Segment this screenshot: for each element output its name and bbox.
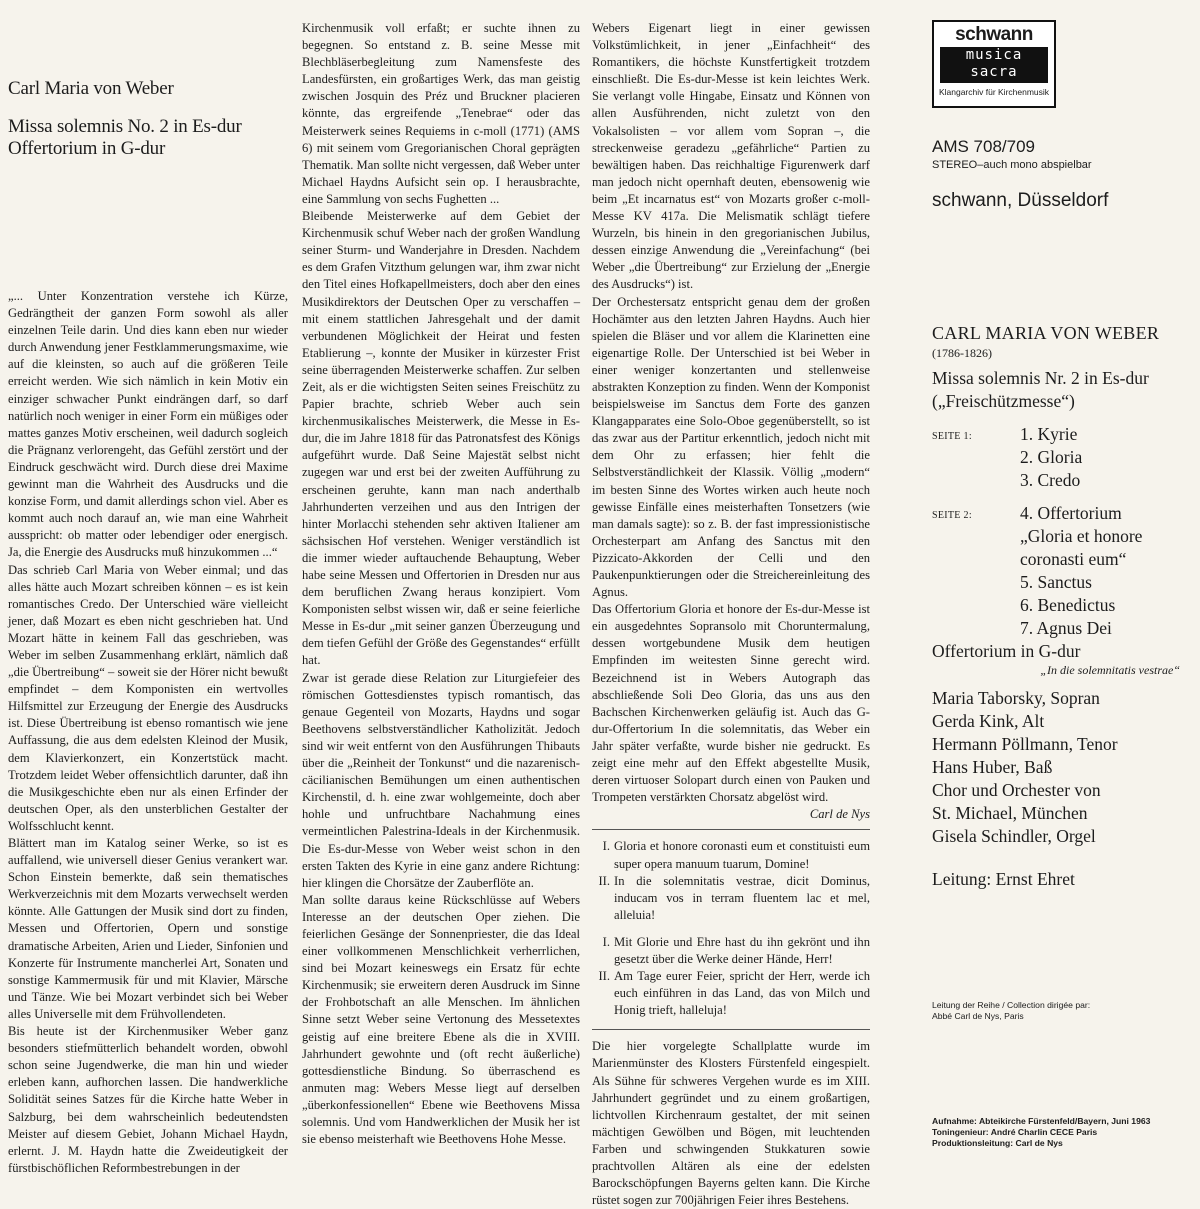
credit-line: Toningenieur: André Charlin CECE Paris bbox=[932, 1127, 1098, 1137]
track: 6. Benedictus bbox=[1020, 595, 1116, 615]
essay-column-1 bbox=[8, 288, 288, 1177]
paragraph: Das schrieb Carl Maria von Weber einmal; und das alles hätte auch Mozart schreiben können – es ist kein romantisches Credo. Der Unterschied wäre vielleicht jener, daß Mozart es eben nicht geschrieben hat. Und Mozart hätte in keinem Fall das geschrieben, was Weber im selben Zusammenhang erklärt, nämlich daß „die Übertreibung“ – soweit sie der Hörer nicht bewußt empfindet – dem Komponisten ein wertvolles Hilfsmittel zur Erzeugung der Energie des Ausdrucks ist. Diese Übertreibung ist ebenso romantisch wie jene Auffassung, die aus dem edelsten Kleinod der Musik, dem Klavierkonzert, ein Konzertstück macht. Trotzdem leidet Weber offensichtlich darunter, daß ihn die Musikgeschichte eben nur als einen Erfinder der deutschen Oper, als den unsterblichen Gestalter der Wolfsschlucht kennt. bbox=[8, 562, 288, 833]
performer: Gerda Kink, Alt bbox=[932, 711, 1045, 731]
german-verse: II. Am Tage eurer Feier, spricht der Herr, werde ich euch einführen in das Land, das von Milch und Honig trieft, halleluja! bbox=[598, 969, 870, 1018]
paragraph: Zwar ist gerade diese Relation zur Liturgiefeier des römischen Gottesdienstes typisch romantisch, das genaue Gegenteil von Mozarts, Haydns und sogar Beethovens selbstverständlicher Katholizität. Jedoch sind wir weit entfernt von den Ausführungen Thibauts über die „Reinheit der Tonkunst“ und die nazarenisch-cäcilianischen Bemühungen um einen authentischen Kirchenstil, d. h. eine zwar wohlgemeinte, doch aber hohle und unfruchtbare Nachahmung eines vermeintlichen Palestrina-Ideals in der Kirchenmusik. Die Es-dur-Messe von Weber weist schon in den ersten Takten des Kyrie in eine ganz andere Richtung: hier klingen die Chorsätze der Zauberflöte an. bbox=[302, 670, 580, 890]
composer-heading: Carl Maria von Weber bbox=[8, 78, 174, 99]
credit-line: Aufnahme: Abteikirche Fürstenfeld/Bayern, Juni 1963 bbox=[932, 1116, 1151, 1126]
paragraph: Bis heute ist der Kirchenmusiker Weber ganz besonders stiefmütterlich behandelt worden, obwohl schon seine Jugendwerke, die man hin und wieder erleben kann, aufhorchen lassen. Die handwerkliche Solidität seines Satzes für die Kirche hatte Weber in Salzburg, bei dem wahrscheinlich bedeutendsten Meister auf diesem Gebiet, Johann Michael Haydn, erlernt. J. M. Haydn hatte die Zweideutigkeit der fürstbischöflichen Reformbestrebungen in der bbox=[8, 1024, 288, 1175]
stereo-note: STEREO–auch mono abspielbar bbox=[932, 159, 1092, 171]
performer: Maria Taborsky, Sopran bbox=[932, 688, 1100, 708]
offertorium-title: Offertorium in G-dur bbox=[932, 641, 1081, 661]
paragraph: Blättert man im Katalog seiner Werke, so ist es auffallend, wie universell dieser Genius verankert war. Schon Einstein bemerkte, daß sein thematisches Werkverzeichnis mit dem Mozarts verwechselt werden könnte. Alle Gattungen der Musik sind dort zu finden, Messen und Offertorien, Opern und sonstige dramatische Arbeiten, Arien und Lieder, Sinfonien und Konzerte für Instrumente mancherlei Art, Sonaten und sonstige Kammermusik für und mit Klavier, Märsche und Tänze. Wie bei Mozart verbindet sich bei Weber alles Universelle mit dem Frühvollendeten. bbox=[8, 836, 288, 1021]
performer: Chor und Orchester von bbox=[932, 780, 1101, 800]
credit-line: Produktionsleitung: Carl de Nys bbox=[932, 1138, 1063, 1148]
logo-subtitle: Klangarchiv für Kirchenmusik bbox=[938, 87, 1050, 97]
side-1-label: SEITE 1: bbox=[932, 431, 972, 442]
performer: Gisela Schindler, Orgel bbox=[932, 826, 1096, 846]
schwann-logo bbox=[932, 20, 1056, 108]
album-info bbox=[932, 322, 1180, 891]
conductor: Leitung: Ernst Ehret bbox=[932, 869, 1075, 889]
paragraph: Bleibende Meisterwerke auf dem Gebiet der Kirchenmusik schuf Weber nach der großen Wandlung seiner Sturm- und Wanderjahre in Dresden. Nachdem es dem Grafen Vitzthum gelungen war, ihm zwar nicht den Titel eines Hofkapellmeisters, doch aber den eines Musikdirektors der Deutschen Oper zu verschaffen – mit einem stattlichen Jahresgehalt und der damit verbundenen Möglichkeit der Heirat und festen Etablierung –, konnte der Musiker in kürzester Frist seine überragenden Meisterwerke schaffen. Zur selben Zeit, als er die wichtigsten Seiten seines Freischütz zu Papier brachte, schrieb Weber auch sein kirchenmusikalisches Meisterwerk, die Messe in Es-dur, die im Jahre 1818 für das Patronatsfest des Königs aufgeführt wurde. Daß Seine Majestät selbst nicht zugegen war und erst bei der zweiten Aufführung zu erscheinen geruhte, kann man nach anderthalb Jahrhunderten verzeihen und aus den Intrigen der hinter Morlacchi stehenden sehr aktiven Italiener am sächsischen Hof verstehen. Weniger verständlich ist die immer wieder auftauchende Behauptung, Weber habe seine Messen und Offertorien in Dresden nur aus dem beruflichen Zwang heraus konzipiert. Vom Komponisten selbst wissen wir, daß er seine feierliche Messe in Es-dur „mit seiner ganzen Überzeugung und dem tiefen Gefühl der Größe des Gegenstandes“ erfüllt hat. bbox=[302, 209, 581, 668]
track: 7. Agnus Dei bbox=[1020, 618, 1112, 638]
label-work: Missa solemnis Nr. 2 in Es-dur bbox=[932, 368, 1149, 388]
composer-dates: (1786-1826) bbox=[932, 346, 992, 360]
essay-column-3 bbox=[592, 20, 870, 1209]
track: coronasti eum“ bbox=[1020, 549, 1127, 569]
paragraph: „... Unter Konzentration verstehe ich Kürze, Gedrängtheit der ganzen Form sowohl als aller einzelnen Teile darin. Und dies kann eben nur wieder durch Anwendung jener Festklammerungsmaxime, wie auf die kleinsten, so auch auf die größeren Teile erreicht werden. Wie sich nämlich in kein Motiv ein einziger schwacher Punkt eindrängen darf, so darf natürlich noch weniger in einer Form ein müßiges oder mattes ganzes Motiv erscheinen, weil dadurch sogleich die Prägnanz verlorengeht, das Gefühl zerstört und der Eindruck geschwächt wird. Durch diese drei Maxime gewinnt man die Wahrheit des Ausdrucks und die konzise Form, und damit allerdings schon viel. Aber es kommt auch noch darauf an, wie man eine Wahrheit ausspricht: ob matter oder lebendiger oder energisch. Ja, die Energie des Ausdrucks muß hinzukommen ...“ bbox=[8, 289, 288, 560]
paragraph: Webers Eigenart liegt in einer gewissen Volkstümlichkeit, in jener „Einfachheit“ des Romantikers, die höchste Kunstfertigkeit trotzdem einschließt. Die Es-dur-Messe ist kein leichtes Werk. Sie verlangt volle Hingabe, Einsatz und Können von allen Ausführenden, nicht zuletzt von den Vokalsolisten – vor allem vom Sopran –, die streckenweise geradezu „gefährliche“ Partien zu bewältigen haben. Das reichhaltige Figurenwerk darf man jedoch nicht opernhaft deuten, ebensowenig wie beim „Et incarnatus est“ von Mozarts großer c-moll-Messe KV 417a. Die Melismatik schlägt tiefere Wurzeln, bis hinein in den gregorianischen Jubilus, dessen einzige Anwendung die „Vereinfachung“ (bei Weber „die Übertreibung“ zur Erzielung der „Energie des Ausdrucks“) ist. bbox=[592, 21, 870, 292]
side-2-label: SEITE 2: bbox=[932, 510, 972, 521]
track: 1. Kyrie bbox=[1020, 424, 1078, 444]
production-credits bbox=[932, 1116, 1150, 1149]
essay-column-2 bbox=[302, 20, 580, 1148]
side-1 bbox=[932, 423, 1180, 492]
catalog-number: AMS 708/709 bbox=[932, 137, 1036, 156]
track: „Gloria et honore bbox=[1020, 526, 1143, 546]
publisher: schwann, Düsseldorf bbox=[932, 190, 1109, 211]
offertorium-subtitle: „In die solemnitatis vestrae“ bbox=[1040, 663, 1180, 677]
label-composer: CARL MARIA VON WEBER bbox=[932, 323, 1160, 343]
logo-brand: schwann bbox=[955, 24, 1033, 45]
german-verse: I. Mit Glorie und Ehre hast du ihn gekrönt und ihn gesetzt über die Werke deiner Hände, Herr! bbox=[602, 934, 870, 966]
author-signature: Carl de Nys bbox=[809, 807, 870, 822]
track: 2. Gloria bbox=[1020, 447, 1083, 467]
latin-verse: I. Gloria et honore coronasti eum et constituisti eum super opera manuum tuarum, Domine! bbox=[602, 839, 870, 871]
latin-verse: II. In die solemnitatis vestrae, dicit Dominus, inducam vos in terram fluentem lac et mel, alleluia! bbox=[598, 873, 870, 922]
label-work-subtitle: („Freischützmesse“) bbox=[932, 391, 1075, 411]
track: 3. Credo bbox=[1020, 470, 1081, 490]
series-credit: Leitung der Reihe / Collection dirigée par: Abbé Carl de Nys, Paris bbox=[932, 1000, 1091, 1021]
recording-note: Die hier vorgelegte Schallplatte wurde im Marienmünster des Klosters Fürstenfeld eingespielt. Als Sühne für schweres Vergehen wurde es im XIII. Jahrhundert gegründet und zu einem großartigen, lichtvollen Kirchenraum gestaltet, der mit seinen mächtigen Gewölben und Bögen, mit leuchtenden Farben und schwingenden Stukkaturen sowie prachtvollen Altären als eine der edelsten Barockschöpfungen Bayerns gelten kann. Die Kirche rüstet sogen zur 700jährigen Feier ihres Bestehens. bbox=[592, 1039, 870, 1208]
logo-block: musica sacra bbox=[940, 47, 1048, 83]
divider bbox=[592, 1029, 870, 1030]
title-block bbox=[8, 78, 288, 160]
work-heading-2: Offertorium in G-dur bbox=[8, 138, 166, 159]
performer: St. Michael, München bbox=[932, 803, 1088, 823]
paragraph: Man sollte daraus keine Rückschlüsse auf Webers Interesse an der deutschen Oper ziehen. Die feierlichen Gesänge der Sonnenpriester, die das Ideal einer vollkommenen Menschlichkeit verherrlichen, sind bei Mozart keineswegs ein Ersatz für echte Kirchenmusik; sie erweitern deren Ausdruck im Sinne der Frohbotschaft an alle Menschen. Im ähnlichen Sinne setzt Weber seine Vertonung des Messetextes geistig auf eine breitere Ebene als die in XVIII. Jahrhundert gewohnte und (oft recht äußerliche) gottesdienstliche Bindung. So überraschend es anmuten mag: Webers Messe liegt auf derselben „überkonfessionellen“ Ebene wie Beethovens Missa solemnis. Und vom Handwerklichen der Musik her ist sie ebenso meisterhaft wie Beethovens Hohe Messe. bbox=[302, 892, 580, 1147]
divider bbox=[592, 829, 870, 830]
side-2 bbox=[932, 502, 1180, 640]
track: 4. Offertorium bbox=[1020, 503, 1122, 523]
performer: Hans Huber, Baß bbox=[932, 757, 1053, 777]
paragraph: Kirchenmusik voll erfaßt; er suchte ihnen zu begegnen. So entstand z. B. seine Messe mit Blechbläserbegleitung zum Namensfeste des Landesfürsten, ein großartiges Werk, das man geistig zwischen Josquin des Préz und Bruckner placieren könnte, das ergreifende „Tenebrae“ oder das Meisterwerk seines Requiems in c-moll (1771) (AMS 6) mit seinem vom Gregorianischen Choral geprägten Thematik. Man sollte nicht vergessen, daß Weber unter Michael Haydns Aufsicht sein op. I herausbrachte, eine Sammlung von sechs Fughetten ... bbox=[302, 21, 580, 206]
paragraph: Der Orchestersatz entspricht genau dem der großen Hochämter aus den letzten Jahren Haydns. Auch hier spielen die Bläser und vor allem die Klarinetten eine eigenartige Rolle. Der Unterschied ist bei Weber in einer weniger konzertanten und stellenweise abstrakten Konzeption zu finden. Wenn der Komponist beispielsweise im Sanctus dem Forte des ganzen Klangapparates eine Solo-Oboe gegenüberstellt, so ist das zwar aus der Partitur erkenntlich, jedoch nicht mit dem Ohr zu erfassen; hier fehlt die Selbstverständlichkeit der Klassik. Völlig „modern“ im besten Sinne des Wortes wirken auch heute noch gewisse Einfälle eines meisterhaften Tonsetzers (wie man damals sagte): so z. B. der fast impressionistische Orchesterpart am Anfang des Sanctus mit den Pizzicato-Akkorden der Celli und den Paukenpunktierungen oder die Streichereinleitung des Agnus. bbox=[592, 294, 870, 600]
performer: Hermann Pöllmann, Tenor bbox=[932, 734, 1118, 754]
work-heading-1: Missa solemnis No. 2 in Es-dur bbox=[8, 116, 242, 137]
track: 5. Sanctus bbox=[1020, 572, 1092, 592]
paragraph: Das Offertorium Gloria et honore der Es-dur-Messe ist ein ausgedehntes Sopransolo mit Choruntermalung, dessen wortgebundene Musik dem heutigen Empfinden im weitesten Sinne gerecht wird. Bezeichnend ist in Webers Autograph das abschließende Soli Deo Gloria, das uns aus den Bachschen Kirchenwerken geläufig ist. Auch das G-dur-Offertorium In die solemnitatis, das Weber ein Jahr später verfaßte, wurde bisher nie gedruckt. Es zeigt eine mehr auf den Effekt abgestellte Musik, deren virtuoser Solopart durch einen von Pauken und Trompeten verstärkten Chorsatz abgelöst wird. bbox=[592, 602, 870, 805]
